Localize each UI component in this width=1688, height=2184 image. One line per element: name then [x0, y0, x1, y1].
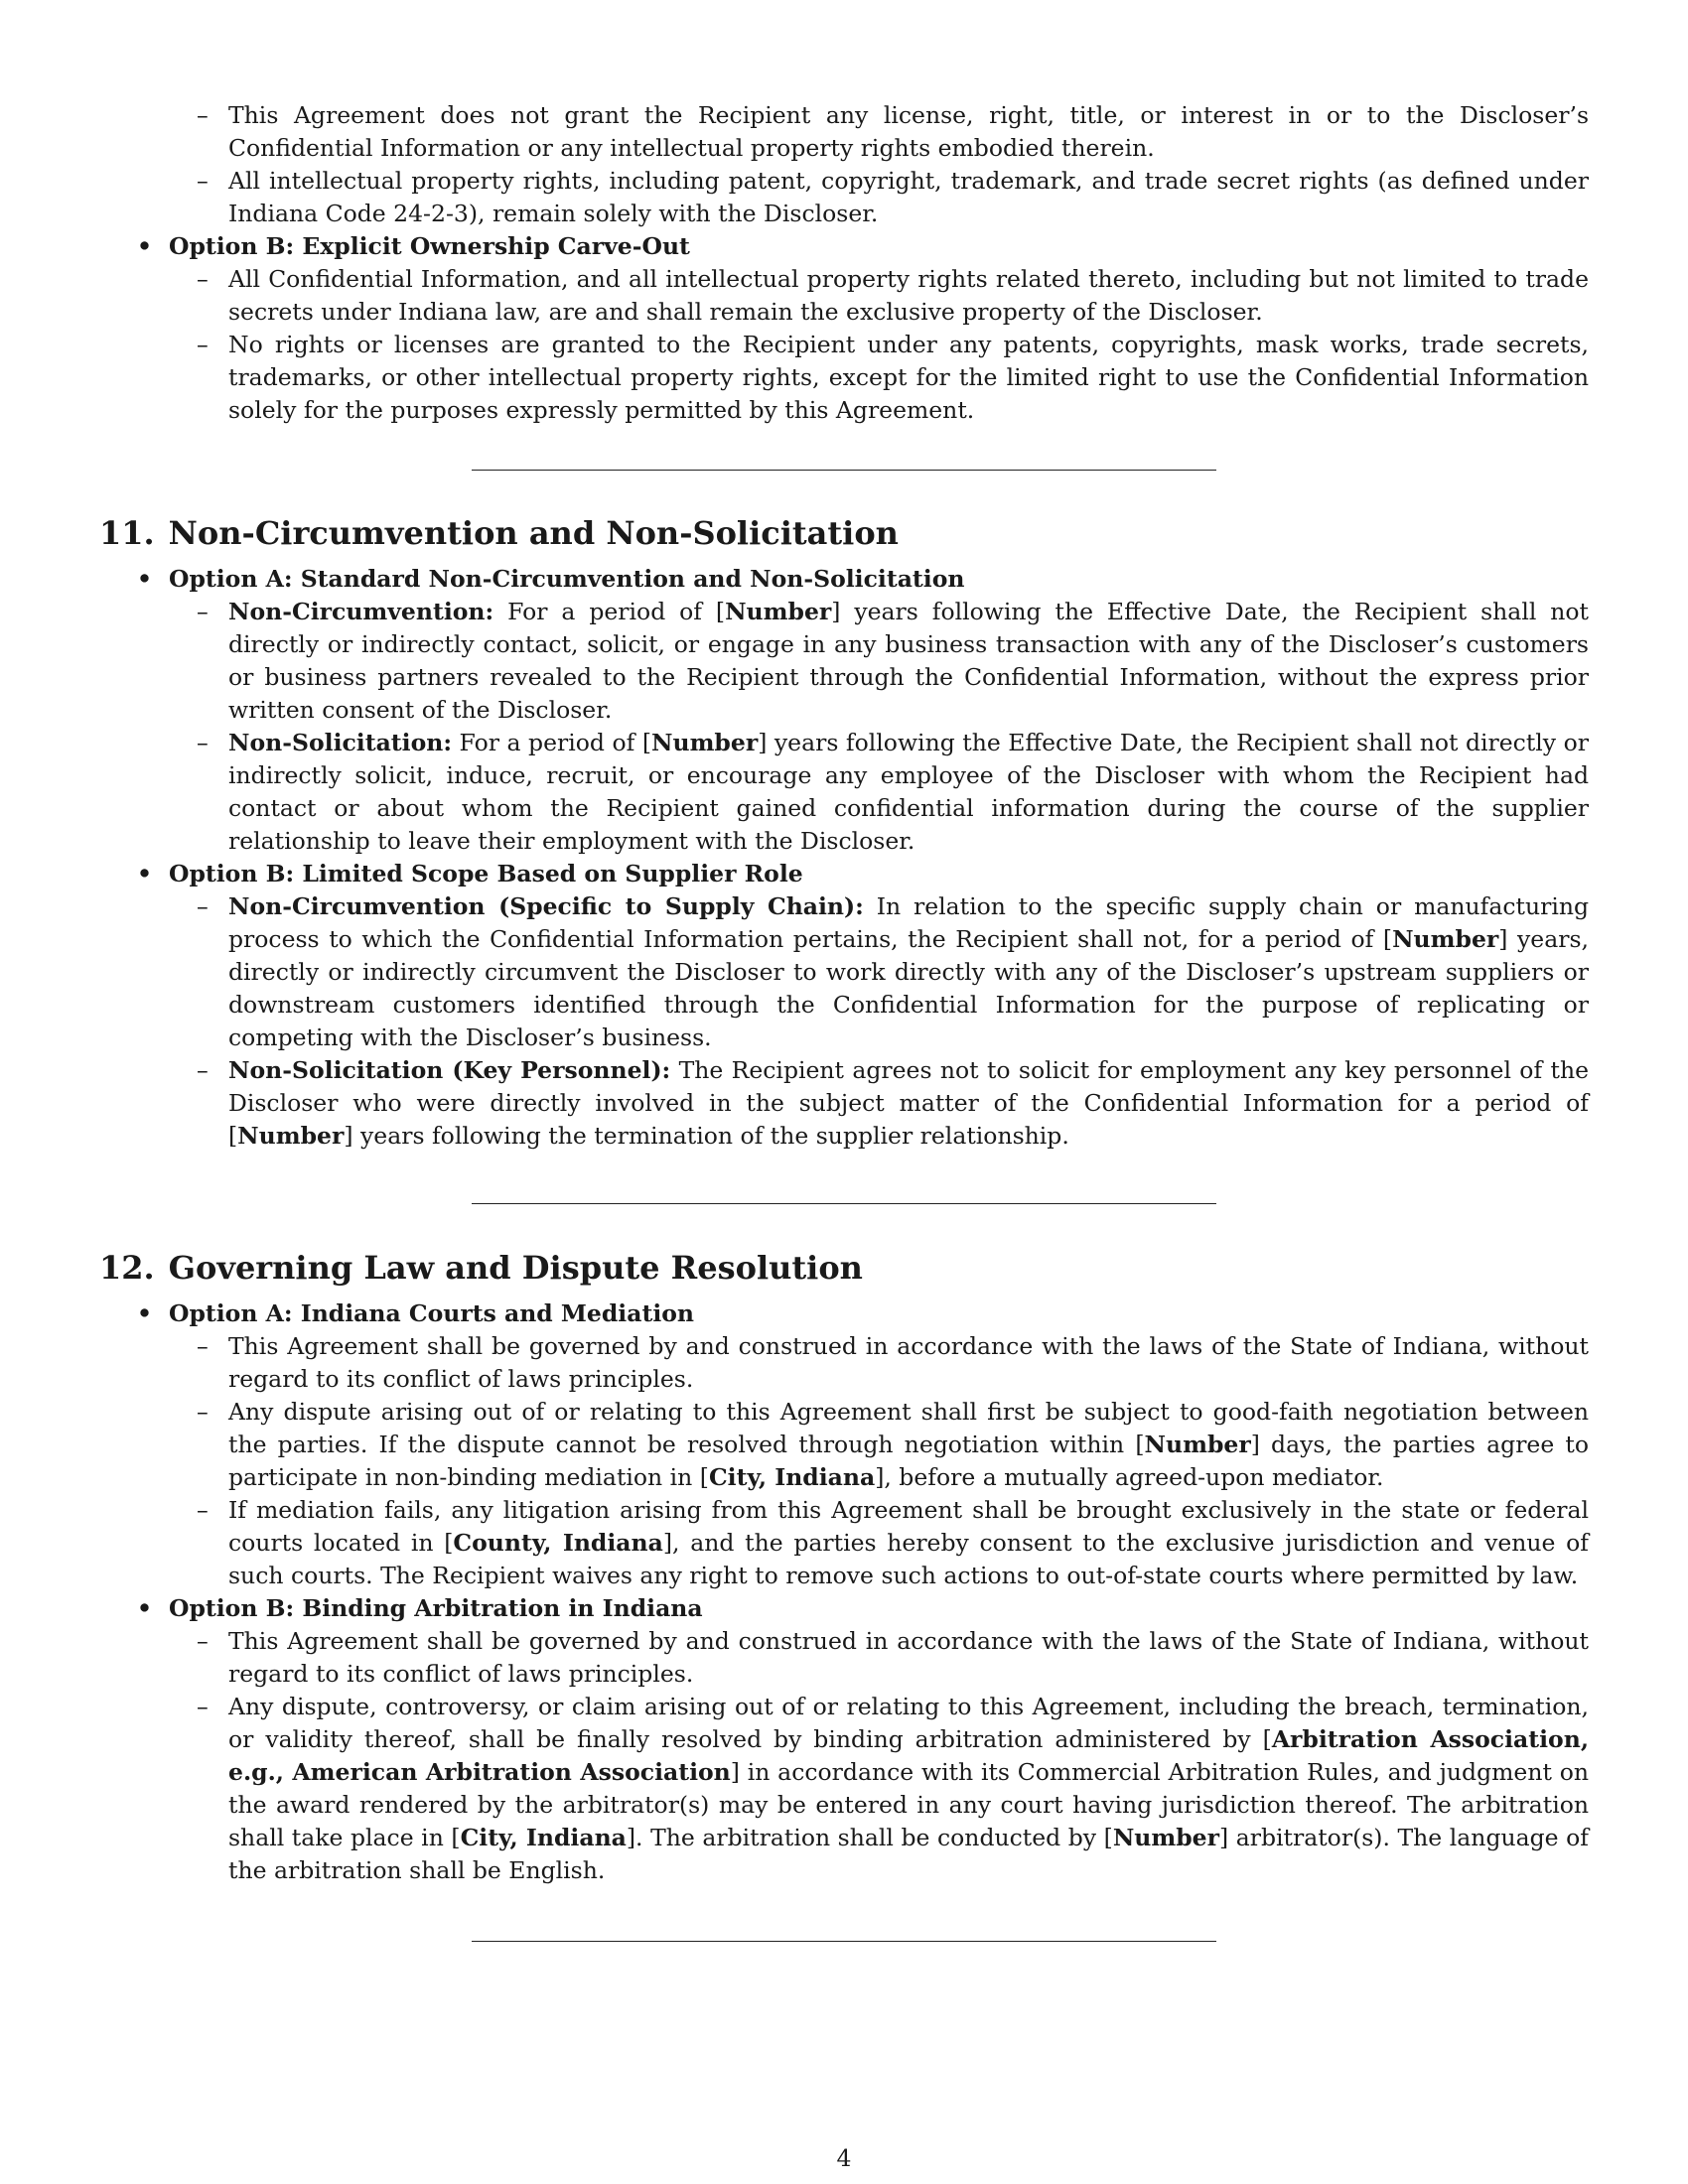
option-a-heading: • Option A: Indiana Courts and Mediation — [0, 1297, 1688, 1330]
dash-marker: – — [197, 1627, 209, 1655]
dash-marker: – — [197, 167, 209, 195]
list-item: – All Confidential Information, and all intellectual property rights related thereto, including but not limited to trade secrets under Indiana law, are and shall remain the exclusive property of the Discloser. — [197, 265, 1589, 326]
dash-marker: – — [197, 729, 209, 756]
list-item: – All intellectual property rights, including patent, copyright, trademark, and trade secret rights (as defined under Indiana Code 24-2-3), remain solely with the Discloser. — [197, 167, 1589, 227]
section-11 — [0, 513, 1688, 1153]
page-number: 4 — [836, 2144, 852, 2172]
dash-marker: – — [197, 331, 209, 358]
list-item: – If mediation fails, any litigation arising from this Agreement shall be brought exclusively in the state or federal courts located in [County, Indiana], and the parties hereby consent to the exclusive jurisdiction and venue of such courts. The Recipient waives any right to remove such actions to out-of-state courts where permitted by law. — [197, 1496, 1590, 1589]
option-b-heading: • Option B: Limited Scope Based on Supplier Role — [0, 858, 1688, 890]
list-item: – This Agreement shall be governed by and construed in accordance with the laws of the State of Indiana, without regard to its conflict of laws principles. — [197, 1332, 1589, 1393]
list-item: – Non-Circumvention (Specific to Supply Chain): In relation to the specific supply chain or manufacturing process to which the Confidential Information pertains, the Recipient shall not, for a period of [Number] years, directly or indirectly circumvent the Discloser to work directly with any of the Discloser’s upstream suppliers or downstream customers identified through the Confidential Information for the purpose of replicating or competing with the Discloser’s business. — [197, 892, 1590, 1051]
option-a-heading: • Option A: Standard Non-Circumvention and Non-Solicitation — [0, 563, 1688, 596]
bullet-marker: • — [137, 1299, 153, 1327]
bullet-marker: • — [137, 860, 153, 887]
dash-marker: – — [197, 892, 209, 920]
dash-marker: – — [197, 1332, 209, 1360]
list-item: – This Agreement shall be governed by and construed in accordance with the laws of the State of Indiana, without regard to its conflict of laws principles. — [197, 1627, 1589, 1688]
list-item: – This Agreement does not grant the Recipient any license, right, title, or interest in or to the Discloser’s Confidential Information or any intellectual property rights embodied therein. — [197, 101, 1589, 162]
list-item: – Non-Solicitation (Key Personnel): The Recipient agrees not to solicit for employment any key personnel of the Discloser who were directly involved in the subject matter of the Confidential Information for a period of [Number] years following the termination of the supplier relationship. — [197, 1056, 1589, 1150]
dash-marker: – — [197, 101, 209, 129]
dash-marker: – — [197, 1056, 209, 1084]
list-item: – No rights or licenses are granted to the Recipient under any patents, copyrights, mask works, trade secrets, trademarks, or other intellectual property rights, except for the limited right to use the Confidential Information solely for the purposes expressly permitted by this Agreement. — [197, 331, 1589, 424]
section-11-title: 11. Non-Circumvention and Non-Solicitation — [99, 514, 899, 552]
dash-marker: – — [197, 1496, 209, 1524]
section-divider — [472, 470, 1216, 471]
dash-marker: – — [197, 1693, 209, 1720]
dash-marker: – — [197, 265, 209, 293]
section-divider — [472, 1203, 1216, 1204]
list-item: – Any dispute arising out of or relating to this Agreement shall first be subject to good-faith negotiation between the parties. If the dispute cannot be resolved through negotiation within [Number] days, the parties agree to participate in non-binding mediation in [City, Indiana], before a mutually agreed-upon mediator. — [197, 1398, 1590, 1491]
section-12 — [0, 1248, 1688, 1887]
bullet-marker: • — [137, 565, 153, 593]
bullet-marker: • — [137, 1594, 153, 1622]
dash-marker: – — [197, 598, 209, 625]
section-10-continuation — [0, 99, 1688, 427]
section-12-title: 12. Governing Law and Dispute Resolution — [99, 1249, 863, 1287]
section-divider — [472, 1941, 1216, 1942]
list-item: – Non-Solicitation: For a period of [Number] years following the Effective Date, the Recipient shall not directly or indirectly solicit, induce, recruit, or encourage any employee of the Discloser with whom the Recipient had contact or about whom the Recipient gained confidential information during the course of the supplier relationship to leave their employment with the Discloser. — [197, 729, 1589, 855]
dash-marker: – — [197, 1398, 209, 1426]
list-item: – Non-Circumvention: For a period of [Number] years following the Effective Date, the Recipient shall not directly or indirectly contact, solicit, or engage in any business transaction with any of the Discloser’s customers or business partners revealed to the Recipient through the Confidential Information, without the express prior written consent of the Discloser. — [197, 598, 1589, 724]
bullet-marker: • — [137, 232, 153, 260]
option-b-heading: • Option B: Binding Arbitration in Indiana — [0, 1592, 1688, 1625]
list-item: – Any dispute, controversy, or claim arising out of or relating to this Agreement, including the breach, termination, or validity thereof, shall be finally resolved by binding arbitration administered by [Arbitration Association, e.g., American Arbitration Association] in accordance with its Commercial Arbitration Rules, and judgment on the award rendered by the arbitrator(s) may be entered in any court having jurisdiction thereof. The arbitration shall take place in [City, Indiana]. The arbitration shall be conducted by [Number] arbitrator(s). The language of the arbitration shall be English. — [197, 1693, 1589, 1884]
option-b-heading: • Option B: Explicit Ownership Carve-Out — [0, 230, 1688, 263]
